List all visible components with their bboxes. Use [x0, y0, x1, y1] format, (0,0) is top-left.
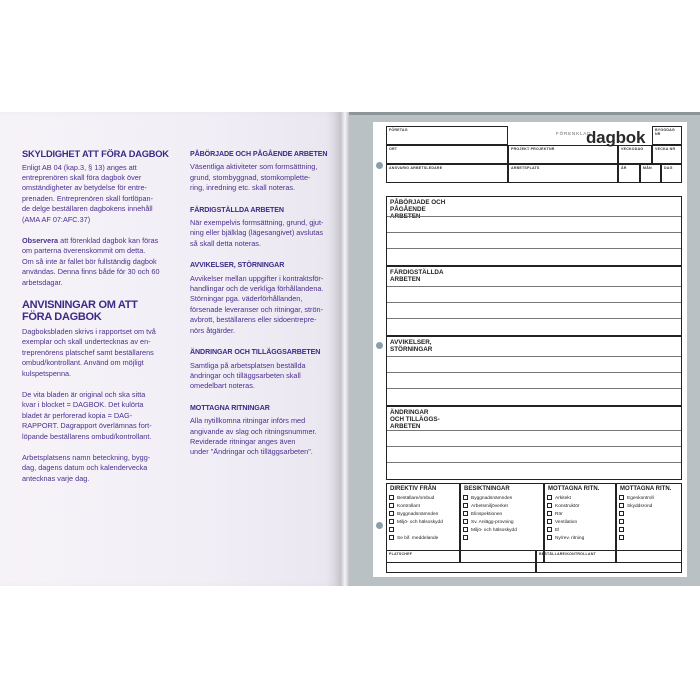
- checkbox[interactable]: [389, 503, 394, 508]
- checkbox-item[interactable]: Beställare/ombud: [389, 495, 434, 502]
- checkbox-item[interactable]: Miljö- och hälsoskydd: [463, 527, 517, 534]
- heading: FÄRDIGSTÄLLDA ARBETEN: [190, 205, 284, 214]
- checklist-direktiv: DIREKTIV FRÅN Beställare/ombud Kontrollant Byggnadsnämnden Miljö- och hälsoskydd Se bif. meddelande: [386, 483, 460, 563]
- field-dag[interactable]: DAG: [661, 164, 682, 183]
- checkbox-item[interactable]: [389, 527, 397, 534]
- checkbox[interactable]: [619, 503, 624, 508]
- checkbox[interactable]: [547, 527, 552, 532]
- checkbox[interactable]: [463, 527, 468, 532]
- field-ansvarig[interactable]: ANSVARIG ARBETSLEDARE: [386, 164, 508, 183]
- checkbox-item[interactable]: Rör: [547, 511, 563, 518]
- checkbox-item[interactable]: Elinspektionen: [463, 511, 502, 518]
- page-edge: [349, 112, 700, 115]
- heading: MOTTAGNA RITNINGAR: [190, 403, 270, 412]
- checkbox[interactable]: [463, 495, 468, 500]
- checkbox-item[interactable]: Arbetsmiljöverket: [463, 503, 508, 510]
- checkbox-item[interactable]: Ny/rev. ritning: [547, 535, 584, 542]
- field-byggdag-nr[interactable]: BYGGDAG NR: [652, 126, 682, 145]
- paragraph: Arbetsplatsens namn beteckning, bygg- dag, dagens datum och kalendervecka antecknas varje dag.: [22, 453, 151, 483]
- checkbox[interactable]: [619, 535, 624, 540]
- checkbox[interactable]: [389, 495, 394, 500]
- paragraph: De vita bladen är original och ska sitta kvar i blocket = DAGBOK. Det kulörta bladet är perforerad kopia = DAG- RAPPORT. Dagrapport överlämnas fort- löpande beställarens ombud/kontrollant.: [22, 390, 152, 441]
- checkbox-item[interactable]: Byggnadsnämnden: [389, 511, 438, 518]
- paragraph: Avvikelser mellan uppgifter i kontraktsför- handlingar och de verkliga förhållandena. Störningar pga. väderförhållanden, försenade leveranser och ritningar, strön- avbrott, beställarens eller sidoentrepre- nörs åtgärder.: [190, 273, 324, 335]
- field-man[interactable]: MÅN: [640, 164, 661, 183]
- checkbox[interactable]: [547, 535, 552, 540]
- checkbox[interactable]: [389, 535, 394, 540]
- field-arbetsplats[interactable]: ARBETSPLATS: [508, 164, 618, 183]
- paragraph: Alla nytillkomna ritningar införs med angivande av slag och ritningsnummer. Reviderade ritningar anges även under "Ändringar och tilläggsarbeten".: [190, 416, 317, 457]
- checkbox[interactable]: [619, 511, 624, 516]
- checkbox[interactable]: [619, 519, 624, 524]
- checkbox[interactable]: [463, 503, 468, 508]
- checkbox-item[interactable]: Skyddsrond: [619, 503, 652, 510]
- field-foretag[interactable]: FÖRETAG: [386, 126, 508, 145]
- binding-hole: [376, 342, 383, 349]
- section-andringar[interactable]: ÄNDRINGAR OCH TILLÄGGS- ARBETEN: [386, 406, 682, 480]
- heading: PÅBÖRJADE OCH PÅGÅENDE ARBETEN: [190, 150, 328, 158]
- paragraph: Enligt AB 04 (kap.3, § 13) anges att entreprenören skall föra dagbok över omständigheter av betydelse för entre- prenaden. Entreprenören skall fortlöpan- de delge beställaren dagbokens innehåll (AMA AF 07:AFC.37): [22, 162, 154, 224]
- checkbox-item[interactable]: Miljö- och hälsoskydd: [389, 519, 443, 526]
- heading-anvisningar: ANVISNINGAR OM ATT FÖRA DAGBOK: [22, 298, 138, 324]
- instructions-column-1: [22, 149, 172, 495]
- checkbox[interactable]: [547, 519, 552, 524]
- checkbox-item[interactable]: Se bif. meddelande: [389, 535, 438, 542]
- brand-title: dagbok: [586, 128, 646, 147]
- checkbox[interactable]: [547, 495, 552, 500]
- checkbox[interactable]: [547, 511, 552, 516]
- paragraph: När exempelvis formsättning, grund, gjut- ning eller bjälklag (lägesangivet) avslutas så skall detta noteras.: [190, 218, 324, 248]
- checkbox-item[interactable]: Konstruktör: [547, 503, 580, 510]
- binding-hole: [376, 162, 383, 169]
- paragraph: Väsentliga aktiviteter som formsättning, grund, stombyggnad, stomkomplette- ring, inredning etc. skall noteras.: [190, 162, 318, 193]
- checkbox-item[interactable]: Sv. Anlägg-provning: [463, 519, 514, 526]
- signature-platschef[interactable]: PLATSCHEF: [386, 550, 536, 573]
- checklist-ritningar: MOTTAGNA RITN. Arkitekt Konstruktör Rör Ventilation El Ny/rev. ritning: [544, 483, 616, 563]
- field-projekt[interactable]: PROJEKT PROJEKTNR: [508, 145, 618, 164]
- checklist-egenkontroll: MOTTAGNA RITN. Egenkontroll Skyddsrond: [616, 483, 682, 563]
- field-ort[interactable]: ORT: [386, 145, 508, 164]
- checkbox[interactable]: [547, 503, 552, 508]
- checkbox[interactable]: [463, 519, 468, 524]
- checkbox-item[interactable]: El: [547, 527, 559, 534]
- paragraph: Samtliga på arbetsplatsen beställda ändringar och tilläggsarbeten skall omedelbart noteras.: [190, 360, 306, 391]
- checkbox[interactable]: [463, 535, 468, 540]
- heading: ÄNDRINGAR OCH TILLÄGGSARBETEN: [190, 348, 321, 357]
- checkbox[interactable]: [389, 527, 394, 532]
- field-veckodag[interactable]: VECKODAG: [618, 145, 652, 164]
- checkbox-item[interactable]: Egenkontroll: [619, 495, 654, 502]
- checkbox-item[interactable]: [619, 527, 627, 534]
- paragraph-observera: Observera att förenklad dagbok kan föras om parterna överenskommit om detta. Om så inte är fallet bör fullständig dagbok användas. Denna finns både för 30 och 60 arbetsdagar.: [22, 235, 160, 287]
- section-avvikelser[interactable]: AVVIKELSER, STÖRNINGAR: [386, 336, 682, 406]
- checkbox[interactable]: [619, 495, 624, 500]
- spine: [341, 112, 349, 586]
- signature-bestallare[interactable]: BESTÄLLARE/KONTROLLANT: [536, 550, 682, 573]
- heading-skyldighet: SKYLDIGHET ATT FÖRA DAGBOK: [22, 149, 169, 159]
- checkbox-item[interactable]: [619, 535, 627, 542]
- checkbox[interactable]: [463, 511, 468, 516]
- checkbox-item[interactable]: [619, 511, 627, 518]
- field-ar[interactable]: ÅR: [618, 164, 640, 183]
- instructions-column-2: [190, 149, 340, 469]
- checkbox-item[interactable]: [619, 519, 627, 526]
- heading: AVVIKELSER, STÖRNINGAR: [190, 261, 285, 270]
- paragraph: Dagboksbladen skrivs i rapportset om två exemplar och skall undertecknas av en- treprenörens platschef samt beställarens ombud/kontrollant. Använd om möjligt kulspetspenna.: [22, 326, 156, 378]
- binding-hole: [376, 522, 383, 529]
- checkbox-item[interactable]: Byggnadsnämnden: [463, 495, 512, 502]
- checklist-besiktningar: BESIKTNINGAR Byggnadsnämnden Arbetsmiljöverket Elinspektionen Sv. Anlägg-provning Miljö- och hälsoskydd: [460, 483, 544, 563]
- section-fardigstallda[interactable]: FÄRDIGSTÄLLDA ARBETEN: [386, 266, 682, 336]
- checkbox-item[interactable]: [463, 535, 471, 542]
- brand-label: FÖRENKLAD: [556, 131, 592, 136]
- checkbox[interactable]: [389, 519, 394, 524]
- checkbox[interactable]: [619, 527, 624, 532]
- field-vecka-nr[interactable]: VECKA NR: [652, 145, 682, 164]
- dagbok-form: [373, 122, 687, 577]
- checkbox-item[interactable]: Ventilation: [547, 519, 577, 526]
- section-paborjade[interactable]: PÅBÖRJADE OCH PÅGÅENDE ARBETEN: [386, 196, 682, 266]
- checkbox-item[interactable]: Kontrollant: [389, 503, 420, 510]
- checkbox[interactable]: [389, 511, 394, 516]
- checkbox-item[interactable]: Arkitekt: [547, 495, 571, 502]
